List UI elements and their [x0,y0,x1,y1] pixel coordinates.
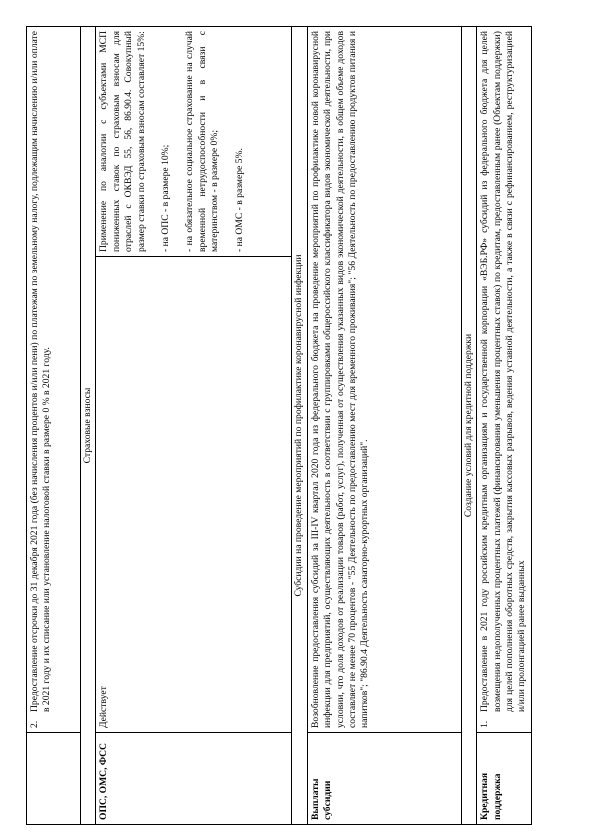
section-subsidies-title: Субсидии на проведение мероприятий по профилактике коронавирусной инфекции [292,26,307,824]
rate-bullet: - на ОПС - в размере 10%; [160,144,172,252]
section-header-row [461,26,476,824]
measures-table [26,26,532,825]
category-cell: ОПС, ОМС, ФСС [96,733,292,825]
category-cell: Выплаты субсидии [307,733,461,825]
rate-bullet: - на ОМС - в размере 5%. [233,148,245,252]
item-text: Предоставление в 2021 году российским кредитным организациям и государственной корпорации «ВЭБ.РФ» субсидий из федерального бюджета для целей возмещения недополученных процентных платежей (финансирования уменьшения процентных ставок) по кредитам, предоставленным ранее (Объектам поддержки) для целей пополнения оборотных средств, закрытия кассовых разрывов, ведения уставной деятельности, а также в связи с рефинансированием, реструктуризацией и/или пролонгацией ранее выданных [479,30,528,712]
table-row [307,26,461,824]
rate-bullet: - на обязательное социальное страхование на случай временной нетрудоспособности и в связи с материнством - в размере 0%; [184,30,221,252]
subsidies-text-cell: Возобновление предоставления субсидий за III-IV квартал 2020 года из федерального бюджета на проведение мероприятий по профилактике новой коронавирусной инфекции для предприятий, осуществляющих деятельность в соответствии с группировками общероссийского классификатора видов экономической деятельности, при условии, что доля доходов от реализации товаров (работ, услуг), полученная от осуществления указанных видов экономической деятельности, в общем объеме доходов составляет не менее 70 процентов - "55 Деятельность по предоставлению мест для временного проживания"; "56 Деятельность по предоставлению продуктов питания и напитков"; "86.90.4 Деятельность санаторно-курортных организаций". [307,26,461,732]
item-number: 1. [479,720,491,728]
land-tax-deferral-cell [27,26,81,732]
item-text: Предоставление отсрочки до 31 декабря 2021 года (без начисления процентов и/или пени) по платежам по земельному налогу, подлежащим начислению и/или оплате в 2021 году и их списание или установление налоговой ставки в размере 0 % в 2021 году. [29,30,53,712]
section-insurance-title: Страховые взносы [81,26,96,824]
insurance-rates-cell [96,26,292,256]
item-number: 2. [29,720,40,728]
table-row [27,26,81,824]
credit-text-cell [477,26,532,732]
status-cell: Действует [96,257,292,733]
table-row [96,26,292,824]
section-credit-title: Создание условий для кредитной поддержки [461,26,476,824]
table-row [477,26,532,824]
category-cell: Кредитная поддержка [477,733,532,825]
section-header-row [81,26,96,824]
empty-cell [27,733,81,825]
rates-intro: Применение по аналогии с субъектами МСП пониженных ставок по страховым взносам для отраслей с ОКВЭД 55, 56, 86.90.4. Совокупный размер ставки по страховым взносам составляет 15%: [98,30,147,252]
section-header-row [292,26,307,824]
